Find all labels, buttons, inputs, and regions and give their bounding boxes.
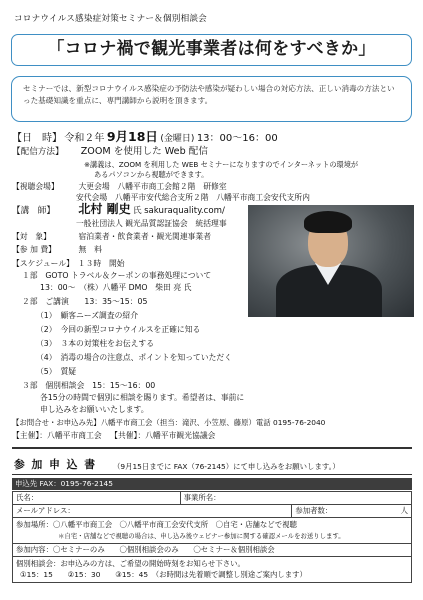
content-label: 参加内容： bbox=[16, 545, 53, 555]
name-field[interactable] bbox=[13, 492, 181, 505]
venue-line2: 安代会場 八幡平市安代総合支所２階 八幡平市商工会安代支所内 bbox=[76, 193, 310, 202]
intro-text: セミナーでは、新型コロナウイルス感染症の予防法や感染が疑わしい場合の対応方法、正しい消毒の方法といった基礎知識を重点に、専門講師から説明を頂きます。 bbox=[23, 84, 395, 105]
date-label: 【日 時】 bbox=[12, 133, 62, 144]
place-label: 参加場所： bbox=[16, 520, 53, 529]
form-note: （9月15日までに FAX（76-2145）にて申し込みをお願いします。） bbox=[113, 462, 340, 471]
date-row bbox=[12, 129, 278, 146]
schedule-part3-line2: 申し込みをお願いいたします。 bbox=[40, 405, 149, 414]
method-note2: あるパソコンから視聴ができます。 bbox=[94, 170, 209, 179]
consult-field[interactable] bbox=[13, 556, 412, 582]
form-title: 参 加 申 込 書 bbox=[14, 458, 97, 471]
speaker-name: 北村 剛史 bbox=[78, 202, 131, 216]
title-box bbox=[11, 34, 412, 66]
speaker-label: 【講 師】 bbox=[12, 206, 55, 216]
fee-row bbox=[12, 245, 102, 255]
application-form bbox=[12, 491, 412, 583]
schedule-label: 【スケジュール】 １３時 開始 bbox=[12, 259, 125, 268]
consult-times[interactable]: ①15：15 ②15：30 ③15：45 （お時間は先着順で調整し別途ご案内します） bbox=[20, 570, 307, 580]
form-row-content bbox=[13, 543, 412, 556]
date-time: 13：00～16：00 bbox=[196, 133, 278, 144]
fee-label: 【参 加 費】 bbox=[12, 245, 56, 254]
content-field[interactable] bbox=[13, 543, 412, 556]
date-era: 令和２年 bbox=[64, 133, 105, 144]
schedule-item: （1） 顧客ニーズ調査の紹介 bbox=[36, 311, 139, 320]
method-row bbox=[12, 146, 208, 158]
schedule-part1-title: １部 GOTO トラベル＆クーポンの事務処理について bbox=[22, 271, 212, 280]
contact-inquiry: 【お問合せ・お申込み先】八幡平市商工会（担当：滝沢、小笠原、藤原）電話 0195-76-2040 bbox=[12, 418, 326, 427]
business-field[interactable] bbox=[180, 492, 411, 505]
intro-box bbox=[11, 76, 412, 122]
schedule-item: （3） ３本の対策柱をお伝えする bbox=[36, 339, 155, 348]
pretitle: コロナウイルス感染症対策セミナー＆個別相談会 bbox=[14, 14, 207, 24]
count-unit: 人 bbox=[400, 506, 408, 516]
fax-bar: 申込先 FAX：0195-76-2145 bbox=[12, 478, 412, 490]
place-options[interactable]: 〇八幡平市商工会 〇八幡平市商工会安代支所 〇自宅・店舗などで視聴 bbox=[52, 520, 297, 529]
contact-org-row bbox=[12, 431, 215, 441]
place-field[interactable] bbox=[13, 518, 412, 544]
contact-organizer: 【主催】：八幡平市商工会 bbox=[12, 431, 102, 440]
venue-line1: 大更会場 八幡平市商工会館２階 研修室 bbox=[78, 182, 227, 191]
schedule-item: （2） 今回の新型コロナウイルスを正確に知る bbox=[36, 325, 201, 334]
schedule-part2-title: ２部 ご講演 13：35～15：05 bbox=[22, 297, 148, 306]
speaker-photo bbox=[248, 205, 414, 317]
venue-label: 【視聴会場】 bbox=[12, 182, 59, 191]
content-options[interactable]: 〇セミナーのみ 〇個別相談会のみ 〇セミナー＆個別相談会 bbox=[52, 545, 275, 555]
date-weekday: (金曜日) bbox=[160, 134, 195, 144]
count-field[interactable] bbox=[292, 505, 412, 518]
name-label: 氏名： bbox=[16, 493, 39, 503]
schedule-part3-title: ３部 個別相談会 15：15～16：00 bbox=[22, 381, 156, 390]
method-label: 【配信方法】 bbox=[12, 147, 64, 157]
target-text: 宿泊業者・飲食業者・観光関連事業者 bbox=[78, 232, 212, 241]
divider bbox=[12, 447, 412, 449]
method-text: ZOOM を使用した Web 配信 bbox=[80, 146, 208, 157]
form-underline bbox=[12, 474, 412, 475]
date-month-day: 9月18日 bbox=[106, 129, 158, 144]
email-field[interactable] bbox=[13, 505, 292, 518]
contact-cosponsor: 【共催】：八幡平市観光協議会 bbox=[110, 431, 216, 440]
venue-row bbox=[12, 182, 227, 192]
target-row bbox=[12, 232, 211, 242]
speaker-org: 一般社団法人 観光品質認証協会 統括理事 bbox=[76, 219, 227, 228]
speaker-honorific: 氏 bbox=[133, 206, 142, 216]
schedule-part1-detail: 13：00～ （株）八幡平 DMO 柴田 亮 氏 bbox=[40, 283, 192, 292]
speaker-row bbox=[12, 202, 225, 217]
form-row-email bbox=[13, 505, 412, 518]
schedule-item: （5） 質疑 bbox=[36, 367, 77, 376]
schedule-part3-line1: 各15分の時間で個別に相談を賜ります。希望者は、事前に bbox=[40, 393, 245, 402]
schedule-item: （4） 消毒の場合の注意点、ポイントを知っていただく bbox=[36, 353, 232, 362]
method-note1: ※講義は、ZOOM を利用した WEB セミナーになりますのでインターネットの環境が bbox=[84, 160, 359, 169]
business-label: 事業所名： bbox=[183, 493, 221, 503]
target-label: 【対 象】 bbox=[12, 232, 51, 241]
form-row-consult bbox=[13, 556, 412, 582]
form-row-name bbox=[13, 492, 412, 505]
fee-text: 無 料 bbox=[78, 245, 102, 254]
speaker-site: sakuraquality.com/ bbox=[144, 206, 225, 216]
page-title: 「コロナ禍で観光事業者は何をすべきか」 bbox=[47, 39, 376, 60]
count-label: 参加者数： bbox=[295, 506, 333, 516]
email-label: メールアドレス： bbox=[16, 506, 75, 516]
place-note: ＊自宅・店舗などで視聴の場合は、申し込み後ウェビナー参加に関する確認メールをお送りします。 bbox=[58, 532, 345, 541]
photo-hair bbox=[304, 211, 352, 233]
consult-label: 個別相談会：お申込みの方は、ご希望の開始時刻をお知らせ下さい。 bbox=[16, 558, 245, 568]
form-row-place bbox=[13, 518, 412, 544]
